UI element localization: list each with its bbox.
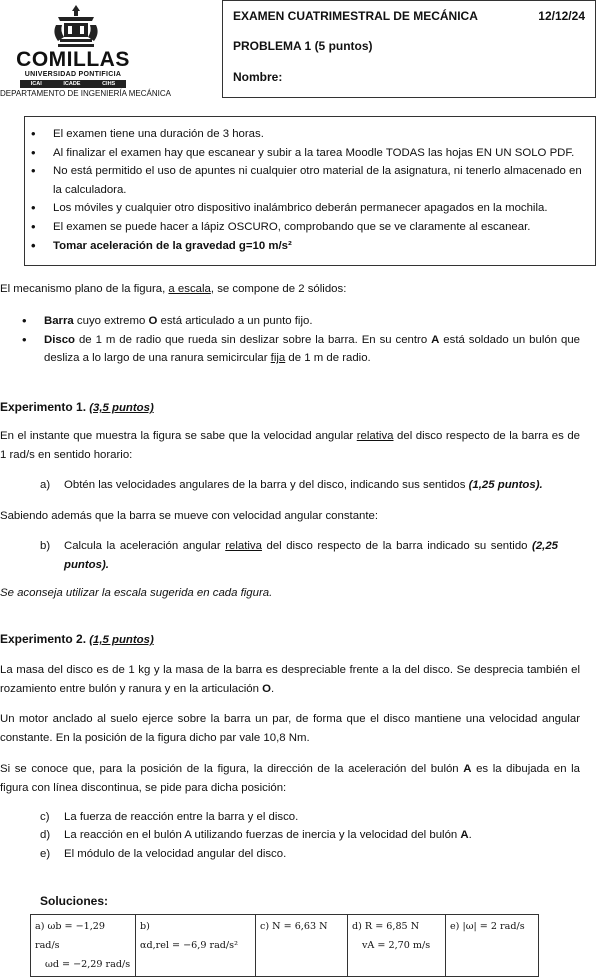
question-c: c) La fuerza de reacción entre la barra y el disco. (40, 811, 299, 823)
exam-title: EXAMEN CUATRIMESTRAL DE MECÁNICA (233, 9, 478, 23)
rule-item: • Los móviles y cualquier otro dispositivo inalámbrico deberán permanecer apagados en la mochila. (25, 199, 587, 218)
exp1-paragraph-2: Sabiendo además que la barra se mueve con velocidad angular constante: (0, 510, 379, 522)
solid-disc: • Disco de 1 m de radio que rueda sin deslizar sobre la barra. En su centro A está soldado un bulón que desliza a lo largo de una ranura semicircular fija de 1 m de radio. (16, 331, 580, 368)
solution-cell-a: a) ωb = −1,29 rad/s ωd = −2,29 rad/s (31, 915, 136, 977)
schools-bar (20, 80, 126, 88)
scale-note: Se aconseja utilizar la escala sugerida en cada figura. (0, 587, 273, 599)
school-icade: ICADE (63, 81, 81, 87)
exp2-paragraph-1: La masa del disco es de 1 kg y la masa de la barra es despreciable frente a la del disco. Se desprecia también el rozamiento entre bulón y ranura y en la articulación O. (0, 664, 580, 695)
rule-item: • No está permitido el uso de apuntes ni cualquier otro material de la asignatura, ni tenerlo almacenado en la calculadora. (25, 162, 587, 199)
rules-box (24, 116, 596, 266)
question-d: d) La reacción en el bulón A utilizando fuerzas de inercia y la velocidad del bulón A. (40, 829, 472, 841)
brand-name: COMILLAS (16, 48, 130, 71)
experiment-2-title: Experimento 2. (1,5 puntos) (0, 632, 154, 646)
name-label: Nombre: (233, 70, 283, 84)
rule-item: • El examen se puede hacer a lápiz OSCURO, comprobando que se ve claramente al escanear. (25, 218, 587, 237)
solution-cell-d: d) R = 6,85 N vA = 2,70 m/s (348, 915, 446, 977)
question-a: a) Obtén las velocidades angulares de la barra y del disco, indicando sus sentidos (1,25 puntos). (40, 479, 543, 491)
intro-paragraph: El mecanismo plano de la figura, a escala, se compone de 2 sólidos: (0, 283, 347, 295)
solutions-table (30, 914, 539, 977)
question-e: e) El módulo de la velocidad angular del disco. (40, 848, 287, 860)
question-b: b) Calcula la aceleración angular relativa del disco respecto de la barra indicado su sentido (2,25 puntos). (40, 540, 558, 571)
rules-list (25, 125, 587, 255)
problem-title: PROBLEMA 1 (5 puntos) (233, 39, 373, 53)
crest-icon (50, 3, 102, 49)
solution-cell-b: b) αd,rel = −6,9 rad/s² (136, 915, 256, 977)
rule-item: • Tomar aceleración de la gravedad g=10 m/s² (25, 237, 587, 256)
solids-list (16, 312, 580, 368)
rule-item: • Al finalizar el examen hay que escanear y subir a la tarea Moodle TODAS las hojas EN UN SOLO PDF. (25, 144, 587, 163)
university-logo (0, 0, 222, 98)
rule-item: • El examen tiene una duración de 3 horas. (25, 125, 587, 144)
school-icai: ICAI (30, 81, 42, 87)
experiment-1-title: Experimento 1. (3,5 puntos) (0, 400, 154, 414)
exp2-paragraph-2: Un motor anclado al suelo ejerce sobre la barra un par, de forma que el disco mantiene una velocidad angular constante. En la posición de la figura dicho par vale 10,8 Nm. (0, 713, 580, 744)
solution-cell-c: c) N = 6,63 N (256, 915, 348, 977)
exam-header (222, 0, 596, 98)
university-name: UNIVERSIDAD PONTIFICIA (24, 71, 122, 78)
solution-cell-e: e) |ω| = 2 rad/s (446, 915, 539, 977)
school-cihs: CIHS (102, 81, 116, 87)
exp1-paragraph: En el instante que muestra la figura se sabe que la velocidad angular relativa del disco respecto de la barra es de 1 rad/s en sentido horario: (0, 430, 581, 461)
department-name: DEPARTAMENTO DE INGENIERÍA MECÁNICA (0, 89, 171, 98)
solutions-title: Soluciones: (40, 894, 109, 908)
exp2-paragraph-3: Si se conoce que, para la posición de la figura, la dirección de la aceleración del bulón A es la dibujada en la figura con línea discontinua, se pide para dicha posición: (0, 763, 580, 794)
exam-date: 12/12/24 (538, 9, 585, 23)
solid-bar: • Barra cuyo extremo O está articulado a un punto fijo. (16, 312, 580, 331)
